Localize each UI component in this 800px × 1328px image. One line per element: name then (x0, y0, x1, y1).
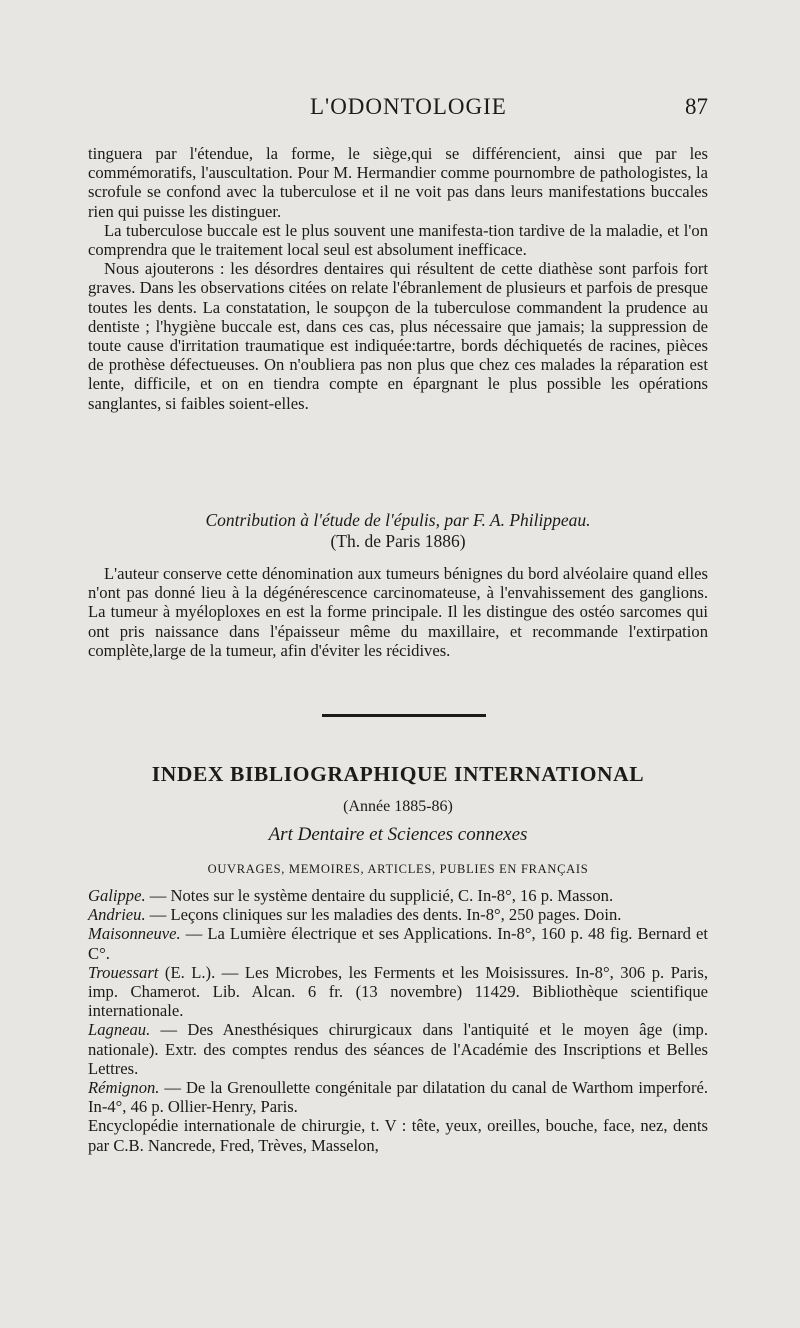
bibliography-entry (88, 1020, 708, 1078)
entry-author: Rémignon. (88, 1078, 160, 1098)
paragraph: La tuberculose buccale est le plus souvent une manifesta-tion tardive de la maladie, et l'on comprendra que le traitement local seul est absolument inefficace. (88, 220, 708, 260)
running-head (88, 94, 708, 124)
bibliography-entry (88, 924, 708, 962)
bibliography-entry (88, 886, 708, 905)
body-text (88, 144, 708, 413)
entry-author: Lagneau. (88, 1020, 151, 1040)
bibliography-list (88, 886, 708, 1155)
index-heading: INDEX BIBLIOGRAPHIQUE INTERNATIONAL (151, 762, 645, 786)
paragraph: Nous ajouterons : les désordres dentaires qui résultent de cette diathèse sont parfois fort graves. Dans les observations citées on relate l'ébranlement de plusieurs et parfois de presque toutes les dents. La constatation, le soupçon de la tuberculose commandent la prudence au dentiste ; l'hygiène buccale est, dans ces cas, plus nécessaire que jamais; la suppression de toute cause d'irritation traumatique est indiquée:tartre, bords déchiquetés de racines, pièces de prothèse défectueuses. On n'oubliera pas non plus que chez ces malades la réparation est lente, difficile, et on en tiendra compte en épargnant le plus possible les opérations sanglantes, si faibles soient-elles. (88, 259, 708, 413)
article-title: Contribution à l'étude de l'épulis, par F. A. Philippeau. (205, 510, 591, 530)
article-subtitle: (Th. de Paris 1886) (330, 531, 466, 551)
bibliography-entry (88, 1116, 708, 1154)
entry-text: — Des Anesthésiques chirurgicaux dans l'antiquité et le moyen âge (imp. nationale). Extr. des comptes rendus des séances de l'Académie des Inscriptions et Belles Lettres. (88, 1020, 708, 1078)
article-body: L'auteur conserve cette dénomination aux tumeurs bénignes du bord alvéolaire quand elles n'ont pas donné lieu à la dégénérescence carcinomateuse, à l'envahissement des ganglions. La tumeur à myéloploxes en est la forme principale. Il les distingue des ostéo sarcomes qui ont pris naissance dans l'épaisseur même du maxillaire, et recommande l'extirpation complète,large de la tumeur, afin d'éviter les récidives. (88, 564, 708, 660)
entry-author: Trouessart (88, 962, 159, 982)
bibliography-entry (88, 1078, 708, 1116)
index-section: Art Dentaire et Sciences connexes (268, 824, 528, 845)
index-year: (Année 1885-86) (343, 798, 453, 815)
entry-author: Galippe. (88, 886, 146, 905)
bibliography-entry (88, 905, 708, 924)
paragraph: tinguera par l'étendue, la forme, le siège,qui se différencient, ainsi que par les commémoratifs, l'auscultation. Pour M. Hermandier comme pournombre de pathologistes, la scrofule se confond avec la tuberculose et il ne voit pas dans leurs manifestations buccales rien qui puisse les distinguer. (88, 144, 708, 221)
bibliography-entry (88, 963, 708, 1021)
section-divider (322, 714, 486, 717)
entry-text: — Leçons cliniques sur les maladies des dents. In-8°, 250 pages. Doin. (145, 905, 622, 925)
entry-text: — Notes sur le système dentaire du supplicié, C. In-8°, 16 p. Masson. (145, 886, 614, 905)
running-title: L'ODONTOLOGIE (310, 94, 507, 119)
entry-text: (E. L.). — Les Microbes, les Ferments et les Moisissures. In-8°, 306 p. Paris, imp. Chamerot. Lib. Alcan. 6 fr. (13 novembre) 11429. Bibliothèque scientifique internationale. (88, 962, 708, 1021)
entry-text: Encyclopédie internationale de chirurgie, t. V : tête, yeux, oreilles, bouche, face, nez, dents par C.B. Nancrede, Fred, Trèves, Masselon, (88, 1116, 708, 1155)
index-category: OUVRAGES, MEMOIRES, ARTICLES, PUBLIES EN FRANÇAIS (207, 862, 589, 876)
entry-author: Maisonneuve. (88, 924, 181, 944)
entry-author: Andrieu. (88, 905, 146, 925)
article-review (88, 510, 708, 660)
entry-text: — De la Grenoullette congénitale par dilatation du canal de Warthom imperforé. In-4°, 46 p. Ollier-Henry, Paris. (88, 1078, 708, 1117)
entry-text: — La Lumière électrique et ses Applications. In-8°, 160 p. 48 fig. Bernard et C°. (88, 924, 708, 963)
page-number: 87 (685, 94, 708, 119)
